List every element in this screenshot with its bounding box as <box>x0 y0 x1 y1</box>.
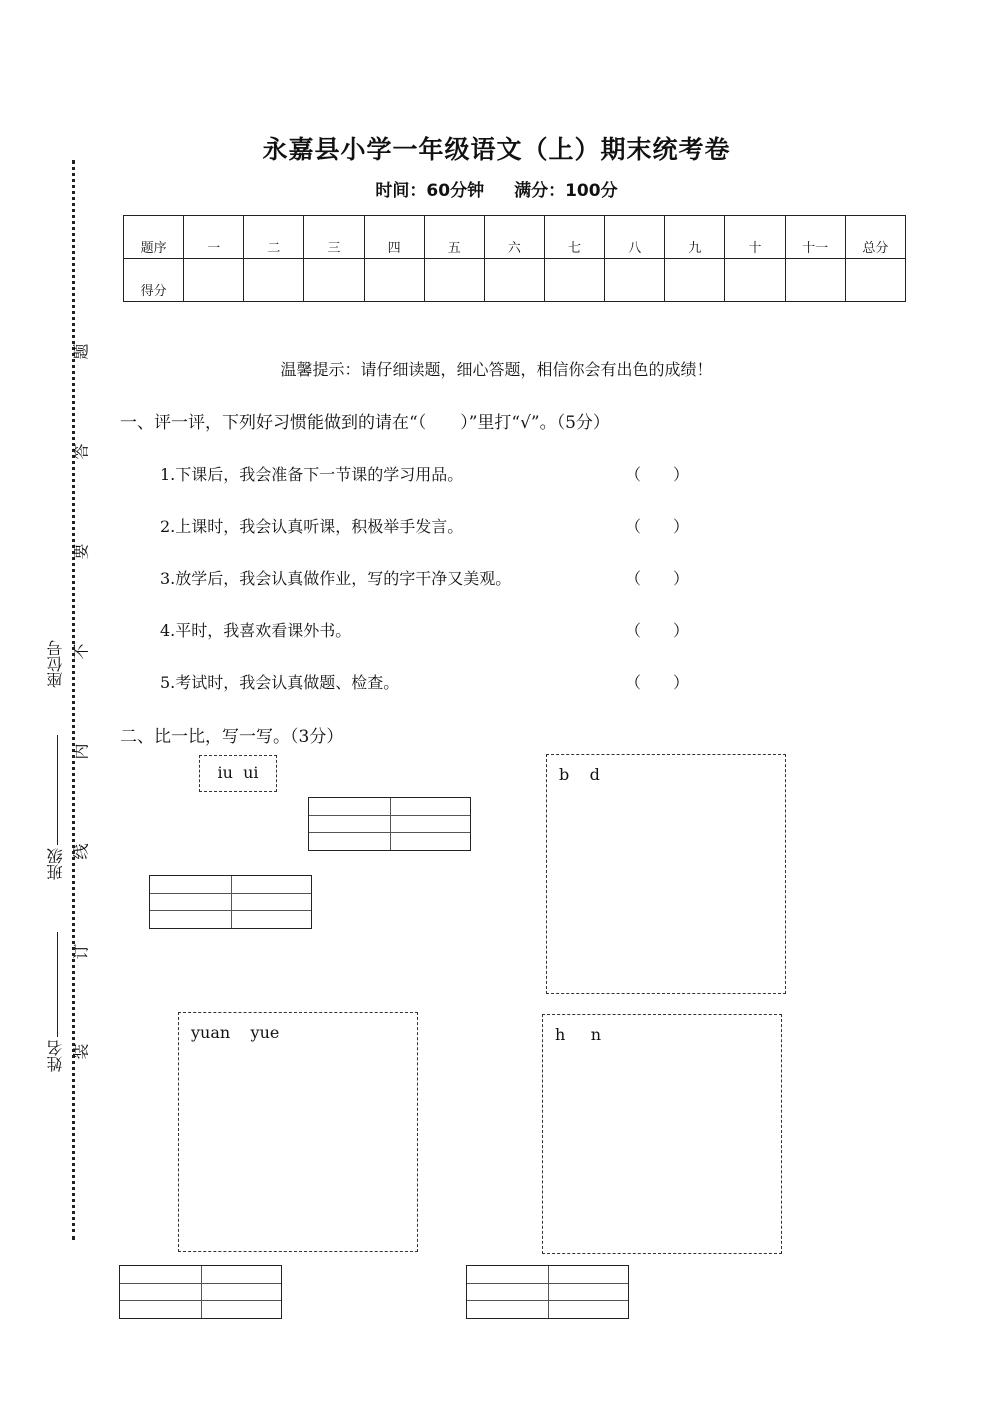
seat-number-blank <box>57 735 58 845</box>
seat-number-label: 座位号 <box>46 640 65 688</box>
score-table-col: 四 <box>364 216 424 259</box>
name-label: 姓名 <box>46 1040 65 1072</box>
pinyin-pair-box: iu ui <box>199 755 277 792</box>
score-table-col: 二 <box>244 216 304 259</box>
score-cell[interactable] <box>845 259 905 302</box>
score-table-col: 八 <box>605 216 665 259</box>
score-table-col: 十 <box>725 216 785 259</box>
score-table-col: 七 <box>544 216 604 259</box>
tip-text: 温馨提示：请仔细读题，细心答题，相信你会有出色的成绩！ <box>280 360 713 379</box>
exam-full-score: 满分：100分 <box>514 181 618 201</box>
binding-char: 订 <box>71 943 91 960</box>
pinyin-pair-label: yuan yue <box>191 1023 280 1042</box>
section1-item: 5.考试时，我会认真做题、检查。 <box>160 673 400 692</box>
score-table-row-label: 得分 <box>124 259 184 302</box>
score-cell[interactable] <box>665 259 725 302</box>
score-table-header-row <box>124 216 906 259</box>
answer-parentheses[interactable]: （ ） <box>625 673 690 692</box>
binding-char: 要 <box>71 543 91 560</box>
section1-item: 4.平时，我喜欢看课外书。 <box>160 621 352 640</box>
exam-title: 永嘉县小学一年级语文（上）期末统考卷 <box>262 135 731 164</box>
score-cell[interactable] <box>544 259 604 302</box>
answer-parentheses[interactable]: （ ） <box>625 465 690 484</box>
binding-char: 线 <box>71 843 91 860</box>
exam-subtitle <box>0 176 993 201</box>
score-table-col: 三 <box>304 216 364 259</box>
binding-char: 装 <box>71 1043 91 1060</box>
binding-char: 内 <box>71 743 91 760</box>
score-cell[interactable] <box>184 259 244 302</box>
score-cell[interactable] <box>605 259 665 302</box>
answer-parentheses[interactable]: （ ） <box>625 517 690 536</box>
class-label: 班级 <box>46 848 65 880</box>
score-cell[interactable] <box>364 259 424 302</box>
score-table <box>123 215 906 302</box>
binding-char: 题 <box>71 343 91 360</box>
score-table-col: 总分 <box>845 216 905 259</box>
section2-heading: 二、比一比，写一写。（3分） <box>120 727 344 747</box>
score-table-row-label: 题序 <box>124 216 184 259</box>
writing-grid[interactable] <box>466 1265 629 1319</box>
pinyin-compare-box[interactable] <box>546 754 786 994</box>
score-cell[interactable] <box>424 259 484 302</box>
pinyin-pair-label: b d <box>559 765 600 784</box>
pinyin-pair-label: h n <box>555 1025 602 1044</box>
section1-item: 1.下课后，我会准备下一节课的学习用品。 <box>160 465 464 484</box>
class-blank <box>57 932 58 1037</box>
section1-item: 3.放学后，我会认真做作业，写的字干净又美观。 <box>160 569 512 588</box>
score-cell[interactable] <box>304 259 364 302</box>
score-table-col: 六 <box>484 216 544 259</box>
writing-grid[interactable] <box>149 875 312 929</box>
binding-char: 不 <box>71 643 91 660</box>
score-cell[interactable] <box>785 259 845 302</box>
score-table-col: 一 <box>184 216 244 259</box>
answer-parentheses[interactable]: （ ） <box>625 621 690 640</box>
score-cell[interactable] <box>725 259 785 302</box>
writing-grid[interactable] <box>308 797 471 851</box>
score-table-col: 九 <box>665 216 725 259</box>
pinyin-compare-box[interactable] <box>178 1012 418 1252</box>
score-cell[interactable] <box>484 259 544 302</box>
section1-heading: 一、评一评，下列好习惯能做到的请在“（ ）”里打“√”。（5分） <box>120 413 610 433</box>
binding-char: 答 <box>71 443 91 460</box>
writing-grid[interactable] <box>119 1265 282 1319</box>
binding-dotted-line <box>72 160 75 1240</box>
score-table-col: 五 <box>424 216 484 259</box>
exam-time: 时间：60分钟 <box>375 181 485 201</box>
score-table-col: 十一 <box>785 216 845 259</box>
section1-item: 2.上课时，我会认真听课，积极举手发言。 <box>160 517 464 536</box>
score-table-score-row <box>124 259 906 302</box>
score-cell[interactable] <box>244 259 304 302</box>
answer-parentheses[interactable]: （ ） <box>625 569 690 588</box>
pinyin-compare-box[interactable] <box>542 1014 782 1254</box>
